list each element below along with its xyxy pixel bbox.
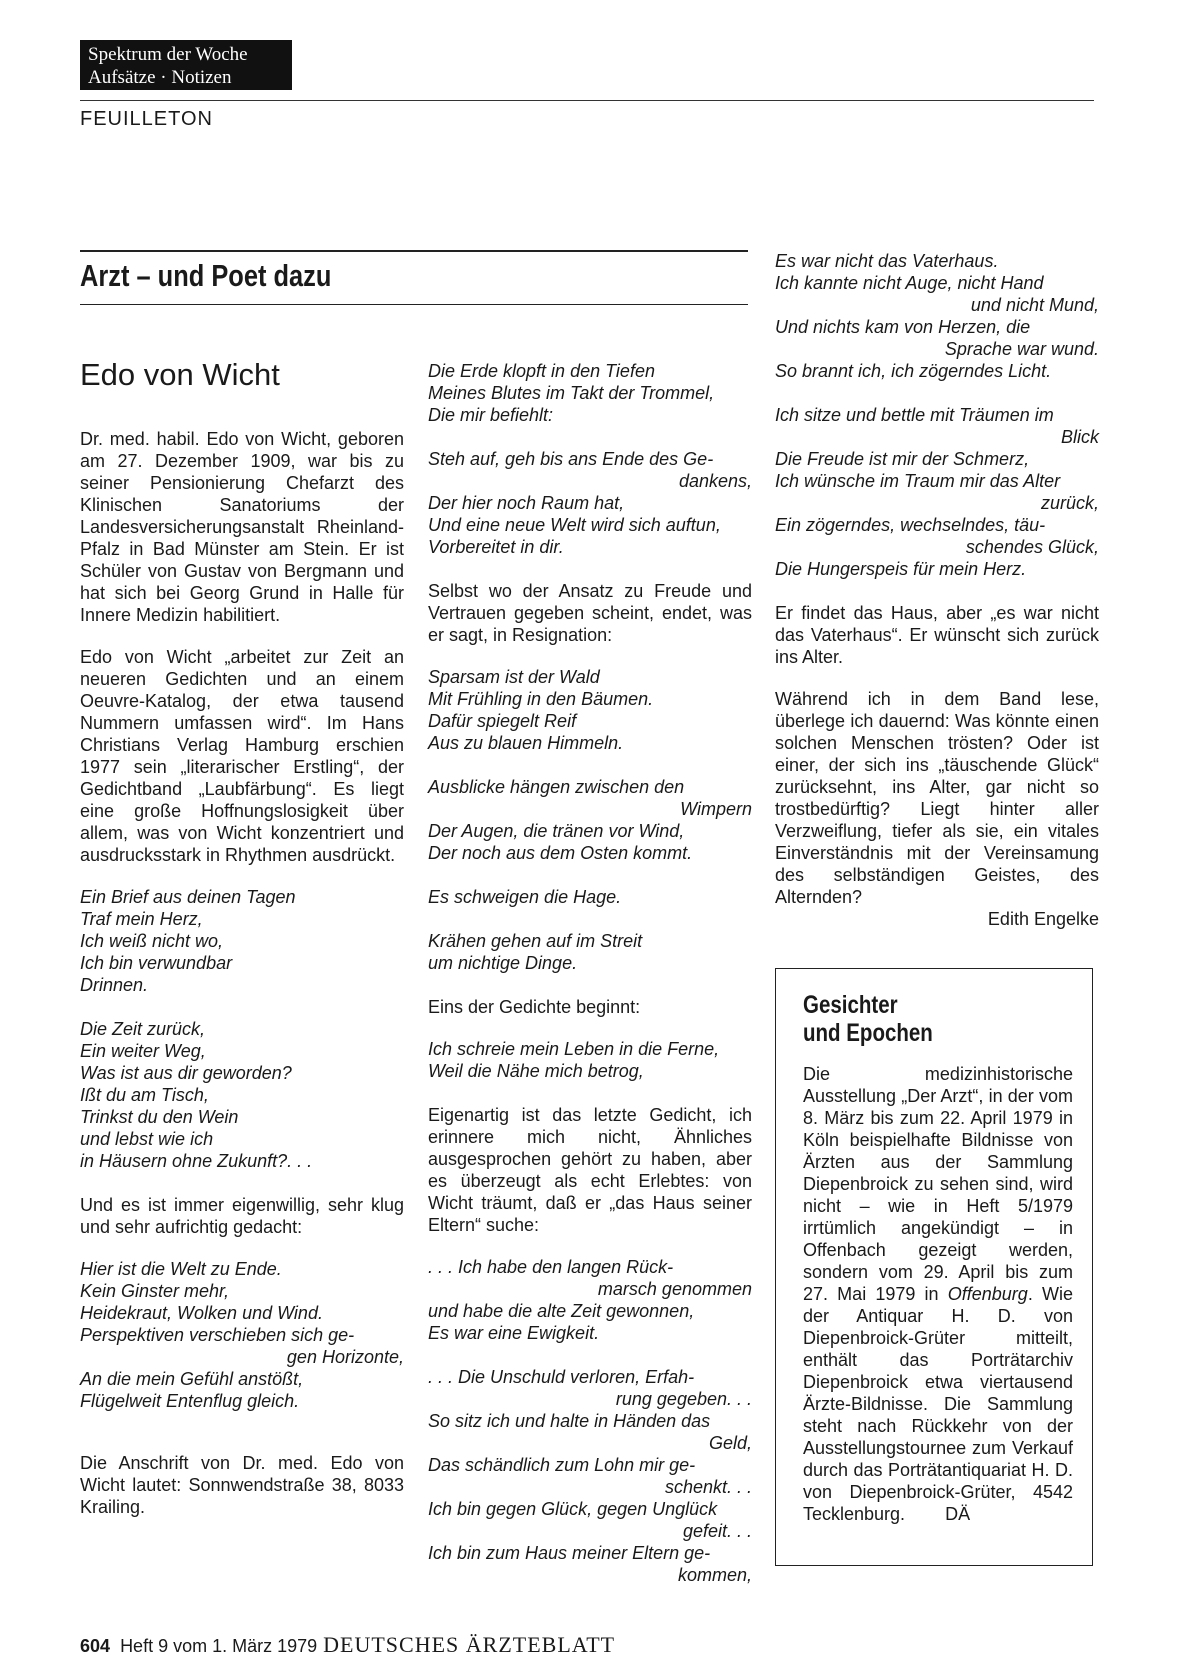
poem-line: Mit Frühling in den Bäumen. <box>428 689 654 709</box>
poem-line: . . . Die Unschuld verloren, Erfah- <box>428 1367 695 1387</box>
poem-line: Die mir befiehlt: <box>428 405 554 425</box>
poem-line: um nichtige Dinge. <box>428 953 578 973</box>
poem-line: und lebst wie ich <box>80 1129 214 1149</box>
sidebar-text-part-2: . Wie der Antiquar H. D. von Diepenbroick-Grüter mitteilt, enthält das Porträtarchiv Diepenbroick etwa viertausend Ärzte-Bildnisse. Die Sammlung steht nach Rückkehr von der Ausstellungstournee zum Verkauf durch das Porträtantiquariat H. D. von Diepenbroick-Grüter, 4542 Tecklenburg. <box>803 1284 1073 1524</box>
poem-line: Ich sitze und bettle mit Träumen im <box>775 405 1054 425</box>
poem-line: Krähen gehen auf im Streit <box>428 931 643 951</box>
poem-line-continuation: Geld, <box>708 1433 752 1453</box>
poem-line: Ißt du am Tisch, <box>80 1085 209 1105</box>
poem-line: Der Augen, die tränen vor Wind, <box>428 821 685 841</box>
poem-line-continuation: Blick <box>1060 427 1099 447</box>
poem-line-continuation: Sprache war wund. <box>944 339 1099 359</box>
poem-line-continuation: kommen, <box>677 1565 752 1585</box>
poem-line: Steh auf, geh bis ans Ende des Ge- <box>428 449 714 469</box>
poem-line: Drinnen. <box>80 975 149 995</box>
paragraph: Während ich in dem Band lese, überlege ich dauernd: Was könnte einen solchen Menschen trösten? Oder ist einer, der sich ins „täuschende Glück“ zurücksehnt, ins Alter, gar nicht so trostbedürftig? Liegt hinter aller Verzweiflung, tiefer als sie, ein vitales Einverständnis mit der Vereinsamung des selbständigen Geistes, des Alternden? <box>775 689 1099 907</box>
poem-line-continuation: schendes Glück, <box>965 537 1099 557</box>
poem-line-continuation: schenkt. . . <box>664 1477 752 1497</box>
column-2 <box>428 360 752 1608</box>
poem-line: und habe die alte Zeit gewonnen, <box>428 1301 695 1321</box>
poem-line-continuation: Wimpern <box>680 799 752 819</box>
page-footer <box>80 1632 615 1658</box>
poem-line-continuation: zurück, <box>1040 493 1099 513</box>
paragraph: Eins der Gedichte beginnt: <box>428 997 641 1017</box>
poem-line-continuation: marsch genommen <box>597 1279 752 1299</box>
poem-line: Der hier noch Raum hat, <box>428 493 625 513</box>
poem-line: Die Zeit zurück, <box>80 1019 206 1039</box>
poem-line-continuation: dankens, <box>678 471 752 491</box>
article-title: Arzt – und Poet dazu <box>80 258 332 293</box>
sidebar-box <box>775 968 1093 1566</box>
poem-line: So brannt ich, ich zögerndes Licht. <box>775 361 1052 381</box>
paragraph: Selbst wo der Ansatz zu Freude und Vertrauen gegeben scheint, endet, was er sagt, in Resignation: <box>428 581 752 645</box>
top-rule <box>80 100 1094 101</box>
sidebar-text-part-1: Die medizinhistorische Ausstellung „Der Arzt“, in der vom 8. März bis zum 22. April 1979 in Köln beispielhafte Bildnisse von Ärzten aus der Sammlung Diepenbroick zu sehen sind, wird nicht – wie in Heft 5/1979 irrtümlich angekündigt – in Offenbach gezeigt werden, sondern vom 29. April bis zum 27. Mai 1979 in <box>803 1064 1073 1304</box>
poem-stanza <box>80 886 404 996</box>
poem-line: Ich bin verwundbar <box>80 953 233 973</box>
poem-line: Der noch aus dem Osten kommt. <box>428 843 693 863</box>
poem-line: Weil die Nähe mich betrog, <box>428 1061 644 1081</box>
poem-line: Ein weiter Weg, <box>80 1041 206 1061</box>
section-label: FEUILLETON <box>80 108 213 130</box>
poem-stanza <box>428 666 752 754</box>
poem-stanza <box>80 1018 404 1172</box>
poem-line: Ich weiß nicht wo, <box>80 931 224 951</box>
title-rule-top <box>80 250 748 252</box>
paragraph: Er findet das Haus, aber „es war nicht das Vaterhaus“. Er wünscht sich zurück ins Alter. <box>775 603 1099 667</box>
paragraph: Eigenartig ist das letzte Gedicht, ich erinnere mich nicht, Ähnliches ausgesprochen gehört zu haben, aber es überzeugt als echt Erlebtes: von Wicht träumt, daß er „das Haus seiner Eltern“ suche: <box>428 1105 752 1235</box>
page-number: 604 <box>80 1636 111 1656</box>
poem-line: Ich bin gegen Glück, gegen Unglück <box>428 1499 718 1519</box>
poem-line: Es war eine Ewigkeit. <box>428 1323 600 1343</box>
poem-stanza <box>428 930 752 974</box>
poem-line: Kein Ginster mehr, <box>80 1281 230 1301</box>
poem-line: Die Hungerspeis für mein Herz. <box>775 559 1027 579</box>
poem-line: Hier ist die Welt zu Ende. <box>80 1259 282 1279</box>
poem-line-continuation: und nicht Mund, <box>970 295 1099 315</box>
poem-line: . . . Ich habe den langen Rück- <box>428 1257 674 1277</box>
poem-stanza <box>775 404 1099 580</box>
poem-line: Ausblicke hängen zwischen den <box>428 777 685 797</box>
poem-line: Ein Brief aus deinen Tagen <box>80 887 296 907</box>
poem-line: Die Freude ist mir der Schmerz, <box>775 449 1030 469</box>
paragraph: Dr. med. habil. Edo von Wicht, geboren am 27. Dezember 1909, war bis zu seiner Pensionierung Chefarzt des Klinischen Sanatoriums der Landesversicherungsanstalt Rheinland-Pfalz in Bad Münster am Stein. Er ist Schüler von Gustav von Bergmann und hat sich bei Georg Grund in Halle für Innere Medizin habilitiert. <box>80 429 404 625</box>
poem-line: Ich kannte nicht Auge, nicht Hand <box>775 273 1044 293</box>
poem-line: Ich bin zum Haus meiner Eltern ge- <box>428 1543 711 1563</box>
poem-stanza <box>428 1366 752 1586</box>
poem-line: Sparsam ist der Wald <box>428 667 600 687</box>
poem-stanza <box>428 360 752 426</box>
sidebar-title-line-2: und Epochen <box>803 1019 933 1047</box>
poem-line: Die Erde klopft in den Tiefen <box>428 361 655 381</box>
journal-name: DEUTSCHES ÄRZTEBLATT <box>323 1632 616 1657</box>
masthead <box>80 40 292 90</box>
poem-line: Perspektiven verschieben sich ge- <box>80 1325 355 1345</box>
column-1 <box>80 428 404 1538</box>
address-paragraph: Die Anschrift von Dr. med. Edo von Wicht lautet: Sonnwendstraße 38, 8033 Krailing. <box>80 1453 404 1517</box>
sidebar-text <box>803 1063 1073 1525</box>
poem-line: Und eine neue Welt wird sich auftun, <box>428 515 721 535</box>
sidebar-title <box>803 991 933 1047</box>
poem-line: Ein zögerndes, wechselndes, täu- <box>775 515 1046 535</box>
sidebar-title-line-1: Gesichter <box>803 991 898 1019</box>
poem-line: An die mein Gefühl anstößt, <box>80 1369 304 1389</box>
poem-line: Ich schreie mein Leben in die Ferne, <box>428 1039 720 1059</box>
poem-stanza <box>80 1258 404 1412</box>
poem-line: Ich wünsche im Traum mir das Alter <box>775 471 1061 491</box>
masthead-line-1: Spektrum der Woche <box>88 44 248 65</box>
article-subject: Edo von Wicht <box>80 357 280 392</box>
author-signature: Edith Engelke <box>987 909 1099 929</box>
poem-stanza <box>428 448 752 558</box>
poem-line-continuation: gen Horizonte, <box>286 1347 404 1367</box>
poem-line: Aus zu blauen Himmeln. <box>428 733 624 753</box>
paragraph: Und es ist immer eigenwillig, sehr klug und sehr aufrichtig gedacht: <box>80 1195 404 1237</box>
poem-line: Dafür spiegelt Reif <box>428 711 577 731</box>
poem-line: Trinkst du den Wein <box>80 1107 239 1127</box>
poem-line: Es war nicht das Vaterhaus. <box>775 251 999 271</box>
poem-line: Traf mein Herz, <box>80 909 203 929</box>
poem-stanza <box>428 1256 752 1344</box>
poem-line: Was ist aus dir geworden? <box>80 1063 292 1083</box>
title-rule-bottom <box>80 304 748 305</box>
masthead-line-2: Aufsätze · Notizen <box>88 67 232 88</box>
column-3 <box>775 250 1099 930</box>
poem-line-continuation: gefeit. . . <box>682 1521 752 1541</box>
poem-stanza <box>775 250 1099 382</box>
poem-line: Flügelweit Entenflug gleich. <box>80 1391 300 1411</box>
sidebar-initials: DÄ <box>945 1504 971 1524</box>
poem-line: in Häusern ohne Zukunft?. . . <box>80 1151 313 1171</box>
poem-line: Vorbereitet in dir. <box>428 537 564 557</box>
poem-line: So sitz ich und halte in Händen das <box>428 1411 711 1431</box>
sidebar-place-name: Offenburg <box>947 1284 1028 1304</box>
poem-line: Und nichts kam von Herzen, die <box>775 317 1031 337</box>
paragraph: Edo von Wicht „arbeitet zur Zeit an neueren Gedichten und an einem Oeuvre-Katalog, der etwa tausend Nummern umfassen wird“. Im Hans Christians Verlag Hamburg erschien 1977 sein „literarischer Erstling“, der Gedichtband „Laubfärbung“. Es liegt eine große Hoffnungslosigkeit über allem, was von Wicht konzentriert und ausdrucksstark in Rhythmen ausdrückt. <box>80 647 404 865</box>
issue-info: Heft 9 vom 1. März 1979 <box>120 1636 318 1656</box>
poem-stanza <box>428 886 752 908</box>
poem-stanza <box>428 776 752 864</box>
poem-line: Meines Blutes im Takt der Trommel, <box>428 383 715 403</box>
poem-line: Es schweigen die Hage. <box>428 887 622 907</box>
poem-stanza <box>428 1038 752 1082</box>
poem-line: Das schändlich zum Lohn mir ge- <box>428 1455 696 1475</box>
poem-line-continuation: rung gegeben. . . <box>615 1389 752 1409</box>
poem-line: Heidekraut, Wolken und Wind. <box>80 1303 323 1323</box>
